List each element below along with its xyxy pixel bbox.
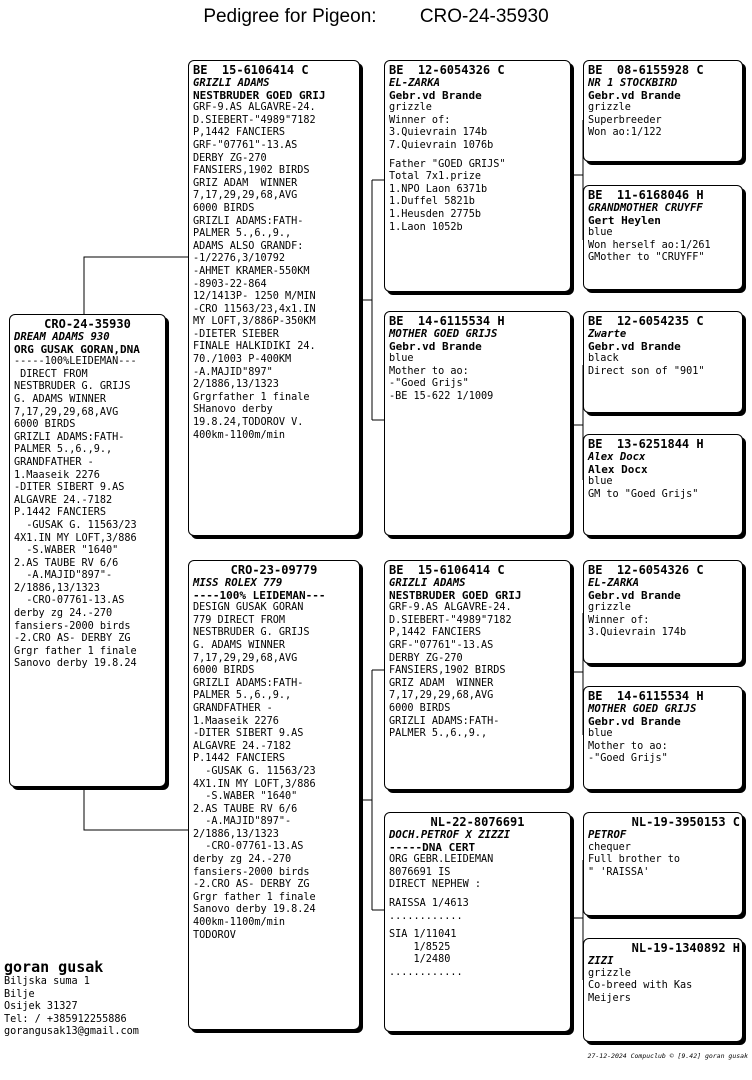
info-line: GRIZLI ADAMS:FATH- [389, 715, 500, 727]
pigeon-name: DOCH.PETROF X ZIZZI [389, 829, 511, 841]
info-line: Sanovo derby 19.8.24 [193, 904, 316, 916]
pigeon-name: DREAM ADAMS 930 [14, 331, 110, 343]
info-line: 779 DIRECT FROM [193, 614, 286, 626]
sire-dam-card [384, 311, 571, 536]
info-line: " 'RAISSA' [588, 866, 650, 878]
info-line: Winner of: [389, 114, 451, 126]
info-line: 2.AS TAUBE RV 6/6 [14, 557, 119, 569]
breeder: NESTBRUDER GOED GRIJ [193, 88, 326, 102]
info-line: -CRO-07761-13.AS [14, 595, 125, 607]
info-lines [588, 602, 742, 640]
info-line: DIRECT FROM [14, 368, 88, 380]
info-line: G. ADAMS WINNER [14, 393, 107, 405]
info-line: 6000 BIRDS [193, 665, 255, 677]
info-line: Co-breed with Kas [588, 980, 693, 992]
info-line: -GUSAK G. 11563/23 [14, 519, 137, 531]
pigeon-name: GRANDMOTHER CRUYFF [588, 202, 703, 214]
info-lines [193, 102, 359, 442]
info-line: GRF-"07761"-13.AS [389, 639, 494, 651]
info-line: 1/2480 [389, 954, 451, 966]
info-line: -A.MAJID"897"- [14, 570, 113, 582]
info-line: DERBY ZG-270 [193, 152, 267, 164]
info-line: 2/1886,13/1323 [193, 828, 279, 840]
info-line: 7,17,29,29,68,AVG [14, 406, 119, 418]
ring-number: BE 12-6054235 C [588, 314, 704, 328]
info-line: 1.Duffel 5821b [389, 196, 475, 208]
info-line: Total 7x1.prize [389, 171, 482, 183]
info-line: ALGAVRE 24.-7182 [193, 740, 292, 752]
info-line: Father "GOED GRIJS" [389, 158, 506, 170]
breeder: Alex Docx [588, 462, 648, 476]
breeder: Gebr.vd Brande [588, 588, 681, 602]
info-line: P,1442 FANCIERS [389, 627, 482, 639]
pigeon-name: MISS ROLEX 779 [193, 577, 283, 589]
info-line: 4X1.IN MY LOFT,3/886 [14, 532, 137, 544]
info-line: Mother to ao: [389, 365, 469, 377]
info-line: GMother to "CRUYFF" [588, 252, 705, 264]
ring-number: BE 15-6106414 C [389, 563, 505, 577]
info-line: TODOROV [193, 929, 236, 941]
owner-name: goran gusak [4, 958, 104, 976]
breeder: ORG GUSAK GORAN,DNA [14, 342, 140, 356]
info-line: -DIETER SIEBER [193, 328, 279, 340]
info-line: blue [588, 227, 613, 239]
info-line: 1.NPO Laon 6371b [389, 183, 488, 195]
ring-number: BE 11-6168046 H [588, 188, 704, 202]
info-line: FANSIERS,1902 BIRDS [193, 165, 310, 177]
sire-card [188, 60, 360, 536]
info-line: -1/2276,3/10792 [193, 253, 286, 265]
info-line: Won ao:1/122 [588, 127, 662, 139]
info-line: derby zg 24.-270 [193, 854, 292, 866]
info-line: Tel: / +385912255886 [4, 1013, 127, 1025]
info-line: GRANDFATHER - [193, 702, 273, 714]
info-line: 7.Quievrain 1076b [389, 139, 494, 151]
info-line: 70./1003 P-400KM [193, 354, 292, 366]
ring-number: NL-22-8076691 [430, 815, 525, 829]
info-line: D.SIEBERT-"4989"7182 [389, 614, 512, 626]
info-line: -DITER SIBERT 9.AS [14, 482, 125, 494]
info-lines [588, 842, 742, 880]
owner-lines [4, 976, 139, 1039]
info-line: grizzle [588, 602, 631, 614]
info-line: 3.Quievrain 174b [389, 127, 488, 139]
info-line: blue [389, 353, 414, 365]
info-lines [588, 968, 742, 1006]
ddd-card [583, 938, 743, 1042]
ring-number: BE 15-6106414 C [193, 63, 309, 77]
ring-number: BE 14-6115534 H [389, 314, 505, 328]
info-line: grizzle [588, 102, 631, 114]
info-line: GRIZLI ADAMS:FATH- [193, 677, 304, 689]
dam-card [188, 560, 360, 1030]
info-line: Sanovo derby 19.8.24 [14, 658, 137, 670]
info-line: G. ADAMS WINNER [193, 639, 286, 651]
info-line: ALGAVRE 24.-7182 [14, 494, 113, 506]
info-lines [389, 854, 570, 979]
info-lines [389, 353, 570, 403]
info-line: NESTBRUDER G. GRIJS [193, 627, 310, 639]
pigeon-name: PETROF [588, 829, 627, 841]
sdd-card [583, 434, 743, 536]
info-line: GRIZ ADAM WINNER [193, 177, 298, 189]
breeder: Gebr.vd Brande [389, 88, 482, 102]
info-line: Bilje [4, 988, 35, 1000]
dam-sire-card [384, 560, 571, 790]
info-line: -"Goed Grijs" [389, 378, 469, 390]
pigeon-name: EL-ZARKA [389, 77, 441, 89]
sire-sire-card [384, 60, 571, 292]
info-line: 2.AS TAUBE RV 6/6 [193, 803, 298, 815]
info-line: Superbreeder [588, 114, 662, 126]
info-line: -GUSAK G. 11563/23 [193, 765, 316, 777]
info-lines [588, 728, 742, 766]
info-line: grizzle [389, 102, 432, 114]
ring-number: BE 14-6115534 H [588, 689, 704, 703]
dds-card [583, 812, 743, 916]
info-line: 7,17,29,29,68,AVG [193, 652, 298, 664]
info-line: 1.Laon 1052b [389, 221, 463, 233]
info-line: chequer [588, 841, 631, 853]
ring-number: NL-19-1340892 H [631, 941, 740, 955]
info-line: ............ [389, 966, 463, 978]
info-line: PALMER 5.,6.,9., [193, 228, 292, 240]
info-line: -CRO 11563/23,4x1.IN [193, 303, 316, 315]
info-line: P,1442 FANCIERS [193, 127, 286, 139]
dsd-card [583, 686, 743, 790]
info-line: NESTBRUDER G. GRIJS [14, 381, 131, 393]
info-line: Mother to ao: [588, 740, 668, 752]
subject-pigeon-card [9, 314, 166, 787]
ring-number: NL-19-3950153 C [631, 815, 740, 829]
info-line: black [588, 353, 619, 365]
info-line: ORG GEBR.LEIDEMAN [389, 854, 494, 866]
info-line: Meijers [588, 992, 631, 1004]
info-lines [389, 102, 570, 234]
info-line: Won herself ao:1/261 [588, 239, 711, 251]
info-line: -S.WABER "1640" [193, 791, 298, 803]
info-line: 7,17,29,29,68,AVG [193, 190, 298, 202]
title-ring: CRO-24-35930 [419, 6, 549, 27]
breeder: NESTBRUDER GOED GRIJ [389, 588, 522, 602]
info-line: Biljska suma 1 [4, 976, 90, 987]
info-line: 4X1.IN MY LOFT,3/886 [193, 778, 316, 790]
info-line: 1/8525 [389, 941, 451, 953]
info-line: 19.8.24,TODOROV V. [193, 417, 304, 429]
pigeon-name: MOTHER GOED GRIJS [389, 328, 498, 340]
info-line: P.1442 FANCIERS [193, 753, 286, 765]
ssd-card [583, 185, 743, 290]
ring-number: BE 12-6054326 C [588, 563, 704, 577]
info-line: -BE 15-622 1/1009 [389, 390, 494, 402]
info-line: 3.Quievrain 174b [588, 627, 687, 639]
pigeon-name: MOTHER GOED GRIJS [588, 703, 697, 715]
info-line: 6000 BIRDS [14, 419, 76, 431]
info-line: FANSIERS,1902 BIRDS [389, 665, 506, 677]
info-line: fansiers-2000 birds [193, 866, 310, 878]
info-line: GRANDFATHER - [14, 456, 94, 468]
breeder: Gebr.vd Brande [389, 339, 482, 353]
info-line: blue [588, 476, 613, 488]
info-line: SIA 1/11041 [389, 929, 457, 941]
sds-card [583, 311, 743, 413]
title-label: Pedigree for Pigeon: [203, 6, 377, 27]
info-line: 1.Maaseik 2276 [14, 469, 100, 481]
info-line: 7,17,29,29,68,AVG [389, 690, 494, 702]
info-line: P.1442 FANCIERS [14, 507, 107, 519]
info-lines [588, 102, 742, 140]
pigeon-name: ZIZI [588, 955, 614, 967]
info-line: FINALE HALKIDIKI 24. [193, 341, 316, 353]
info-line: PALMER 5.,6.,9., [193, 690, 292, 702]
ring-number: CRO-23-09779 [230, 563, 318, 577]
ring-number: BE 13-6251844 H [588, 437, 704, 451]
pigeon-name: EL-ZARKA [588, 577, 640, 589]
ring-number: BE 08-6155928 C [588, 63, 704, 77]
info-line: MY LOFT,3/886P-350KM [193, 316, 316, 328]
info-line: GRIZLI ADAMS:FATH- [193, 215, 304, 227]
info-line: derby zg 24.-270 [14, 608, 113, 620]
info-line: -DITER SIBERT 9.AS [193, 728, 304, 740]
info-line: 400km-1100m/min [193, 429, 286, 441]
dam-dam-card [384, 812, 571, 1032]
info-line: 6000 BIRDS [193, 202, 255, 214]
info-lines [389, 602, 570, 741]
info-line: GRF-9.AS ALGAVRE-24. [389, 602, 512, 614]
breeder: Gebr.vd Brande [588, 88, 681, 102]
info-lines [588, 353, 742, 378]
info-line: blue [588, 728, 613, 740]
owner-contact [4, 958, 139, 1039]
info-line: SHanovo derby [193, 404, 273, 416]
info-line: -2.CRO AS- DERBY ZG [193, 879, 310, 891]
info-line: 8076691 IS [389, 866, 451, 878]
info-line: 1.Heusden 2775b [389, 208, 482, 220]
info-line: GRF-"07761"-13.AS [193, 139, 298, 151]
info-line: Osijek 31327 [4, 1001, 78, 1013]
pigeon-name: NR 1 STOCKBIRD [588, 77, 678, 89]
footer-credit: 27-12-2024 Compuclub © [9.42] goran gusak [587, 1052, 748, 1060]
info-line: grizzle [588, 967, 631, 979]
info-line: 1.Maaseik 2276 [193, 715, 279, 727]
info-line: -2.CRO AS- DERBY ZG [14, 633, 131, 645]
info-line: DIRECT NEPHEW : [389, 879, 482, 891]
info-lines [588, 227, 742, 265]
pigeon-name: Zwarte [588, 328, 627, 340]
ring-number: CRO-24-35930 [44, 317, 131, 331]
info-lines [14, 356, 165, 671]
info-line: -AHMET KRAMER-550KM [193, 265, 310, 277]
breeder: -----DNA CERT [389, 840, 476, 854]
info-line: GM to "Goed Grijs" [588, 488, 699, 500]
info-line: DERBY ZG-270 [389, 652, 463, 664]
info-line: GRIZ ADAM WINNER [389, 677, 494, 689]
info-line: Full brother to [588, 854, 681, 866]
breeder: ----100% LEIDEMAN--- [193, 588, 326, 602]
pigeon-name: GRIZLI ADAMS [389, 577, 466, 589]
info-line: 2/1886,13/1323 [14, 582, 100, 594]
sss-card [583, 60, 743, 162]
info-line: gorangusak13@gmail.com [4, 1026, 139, 1038]
info-line: -CRO-07761-13.AS [193, 841, 304, 853]
info-line: Grgr father 1 finale [14, 645, 137, 657]
pigeon-name: GRIZLI ADAMS [193, 77, 270, 89]
info-line: DESIGN GUSAK GORAN [193, 602, 304, 614]
info-line: -8903-22-864 [193, 278, 267, 290]
info-line: 6000 BIRDS [389, 702, 451, 714]
info-line: Winner of: [588, 614, 650, 626]
info-line: Direct son of "901" [588, 365, 705, 377]
info-line: Grgrfather 1 finale [193, 391, 310, 403]
pigeon-name: Alex Docx [588, 451, 646, 463]
breeder: Gebr.vd Brande [588, 339, 681, 353]
info-line: fansiers-2000 birds [14, 620, 131, 632]
info-line: RAISSA 1/4613 [389, 897, 469, 909]
breeder: Gert Heylen [588, 213, 661, 227]
breeder: Gebr.vd Brande [588, 714, 681, 728]
info-line: 400km-1100m/min [193, 917, 286, 929]
ring-number: BE 12-6054326 C [389, 63, 505, 77]
info-line: -----100%LEIDEMAN--- [14, 356, 137, 368]
info-line: 2/1886,13/1323 [193, 379, 279, 391]
info-line: 12/1413P- 1250 M/MIN [193, 291, 316, 303]
info-line: -S.WABER "1640" [14, 545, 119, 557]
info-line: PALMER 5.,6.,9., [14, 444, 113, 456]
info-line: PALMER 5.,6.,9., [389, 728, 488, 740]
info-lines [193, 602, 359, 942]
info-line: ............ [389, 910, 463, 922]
info-line: -A.MAJID"897"- [193, 816, 292, 828]
info-line: GRIZLI ADAMS:FATH- [14, 431, 125, 443]
info-line: -A.MAJID"897" [193, 366, 273, 378]
info-line: -"Goed Grijs" [588, 753, 668, 765]
info-line: D.SIEBERT-"4989"7182 [193, 114, 316, 126]
info-line: Grgr father 1 finale [193, 891, 316, 903]
info-line: ADAMS ALSO GRANDF: [193, 240, 304, 252]
info-line: GRF-9.AS ALGAVRE-24. [193, 102, 316, 114]
dss-card [583, 560, 743, 664]
info-lines [588, 476, 742, 501]
